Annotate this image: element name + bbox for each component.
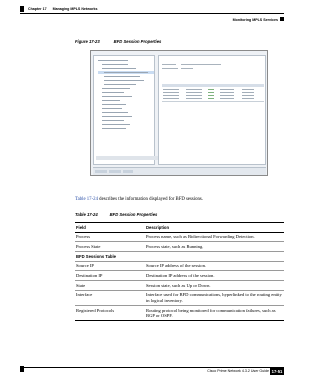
tree-line [102, 104, 126, 105]
figure-title: BFD Session Properties [113, 39, 162, 44]
screenshot-tree-pane [93, 55, 155, 165]
field-name: Registered Protocols [76, 307, 115, 313]
field-name: Source IP [76, 263, 94, 269]
field-name: State [76, 282, 86, 288]
tree-line [104, 80, 144, 81]
tree-line [104, 84, 136, 85]
screenshot-table-row [162, 92, 264, 93]
tree-line [102, 124, 130, 125]
chapter-title: Managing MPLS Networks [52, 7, 98, 11]
header-marker-right [280, 17, 284, 21]
tree-line [104, 72, 148, 73]
footer-rule [20, 367, 284, 368]
tree-line [102, 64, 128, 65]
page-number: 17-51 [271, 369, 283, 374]
table-title: BFD Session Properties [109, 212, 158, 217]
field-name: Interface [76, 292, 93, 298]
tree-line [102, 116, 132, 117]
pane-field-label [162, 64, 176, 65]
table-row [75, 271, 284, 281]
table-row [75, 262, 284, 272]
tree-line [102, 100, 120, 101]
header-marker [20, 6, 24, 12]
table-caption [75, 212, 157, 217]
table-cross-reference-link[interactable]: Table 17-24 [75, 197, 98, 202]
field-description: Process name, such as Bidirectional Forwarding Detection. [146, 234, 255, 240]
running-header-section: Monitoring MPLS Services [232, 18, 278, 22]
table-number: Table 17-24 [75, 212, 98, 217]
field-description: Session state, such as Up or Down. [146, 282, 211, 288]
screenshot-properties-pane [158, 55, 266, 165]
bfd-properties-table [75, 222, 284, 321]
header-rule [20, 13, 284, 14]
field-description: Interface used for BFD communications, hyperlinked to the routing entity in logical inventory. [146, 292, 282, 303]
table-row [75, 306, 284, 320]
table-row [75, 291, 284, 306]
pane-field-label [162, 68, 178, 69]
tree-line [102, 108, 122, 109]
chapter-number: Chapter 17 [28, 7, 47, 11]
table-row [75, 281, 284, 291]
field-description: Destination IP address of the session. [146, 272, 215, 278]
intro-paragraph [75, 197, 203, 202]
table-group-row [75, 252, 284, 262]
screenshot-table-row [162, 95, 264, 96]
screenshot-table-row [162, 89, 264, 90]
figure-screenshot [90, 50, 268, 176]
screenshot-ticket-bar [93, 167, 266, 175]
screenshot-table-header [162, 84, 264, 87]
field-description: Process state, such as Running. [146, 243, 204, 249]
tree-line [102, 128, 126, 129]
screenshot-tree-scrollbar [96, 156, 158, 160]
column-header-field: Field [76, 224, 86, 230]
tree-line [102, 120, 124, 121]
field-description: Routing protocol being monitored for communication failures, such as BGP or OSPF. [146, 307, 276, 319]
tree-line [102, 88, 130, 89]
field-name: Process [76, 234, 91, 240]
screenshot-pane-separator [162, 101, 264, 102]
footer-guide-title: Cisco Prime Network 4.3.2 User Guide [207, 369, 269, 373]
table-row [75, 233, 284, 243]
tree-line [98, 60, 128, 61]
column-header-description: Description [146, 224, 170, 230]
figure-number: Figure 17-23 [75, 39, 100, 44]
pane-field-value [181, 64, 221, 65]
screenshot-table-row [162, 98, 264, 99]
tree-line [104, 76, 140, 77]
tree-line [102, 68, 136, 69]
running-header-chapter [28, 7, 104, 11]
group-label: BFD Sessions Table [76, 253, 116, 259]
table-header-row [75, 223, 284, 233]
tree-line [102, 112, 128, 113]
field-name: Process State [76, 243, 101, 249]
table-row [75, 242, 284, 252]
tree-line [102, 92, 124, 93]
figure-caption [75, 39, 161, 44]
intro-text: describes the information displayed for BFD sessions. [97, 197, 203, 202]
field-description: Source IP address of the session. [146, 263, 207, 269]
field-name: Destination IP [76, 272, 103, 278]
pane-field-value [181, 68, 193, 69]
tree-line [102, 96, 132, 97]
